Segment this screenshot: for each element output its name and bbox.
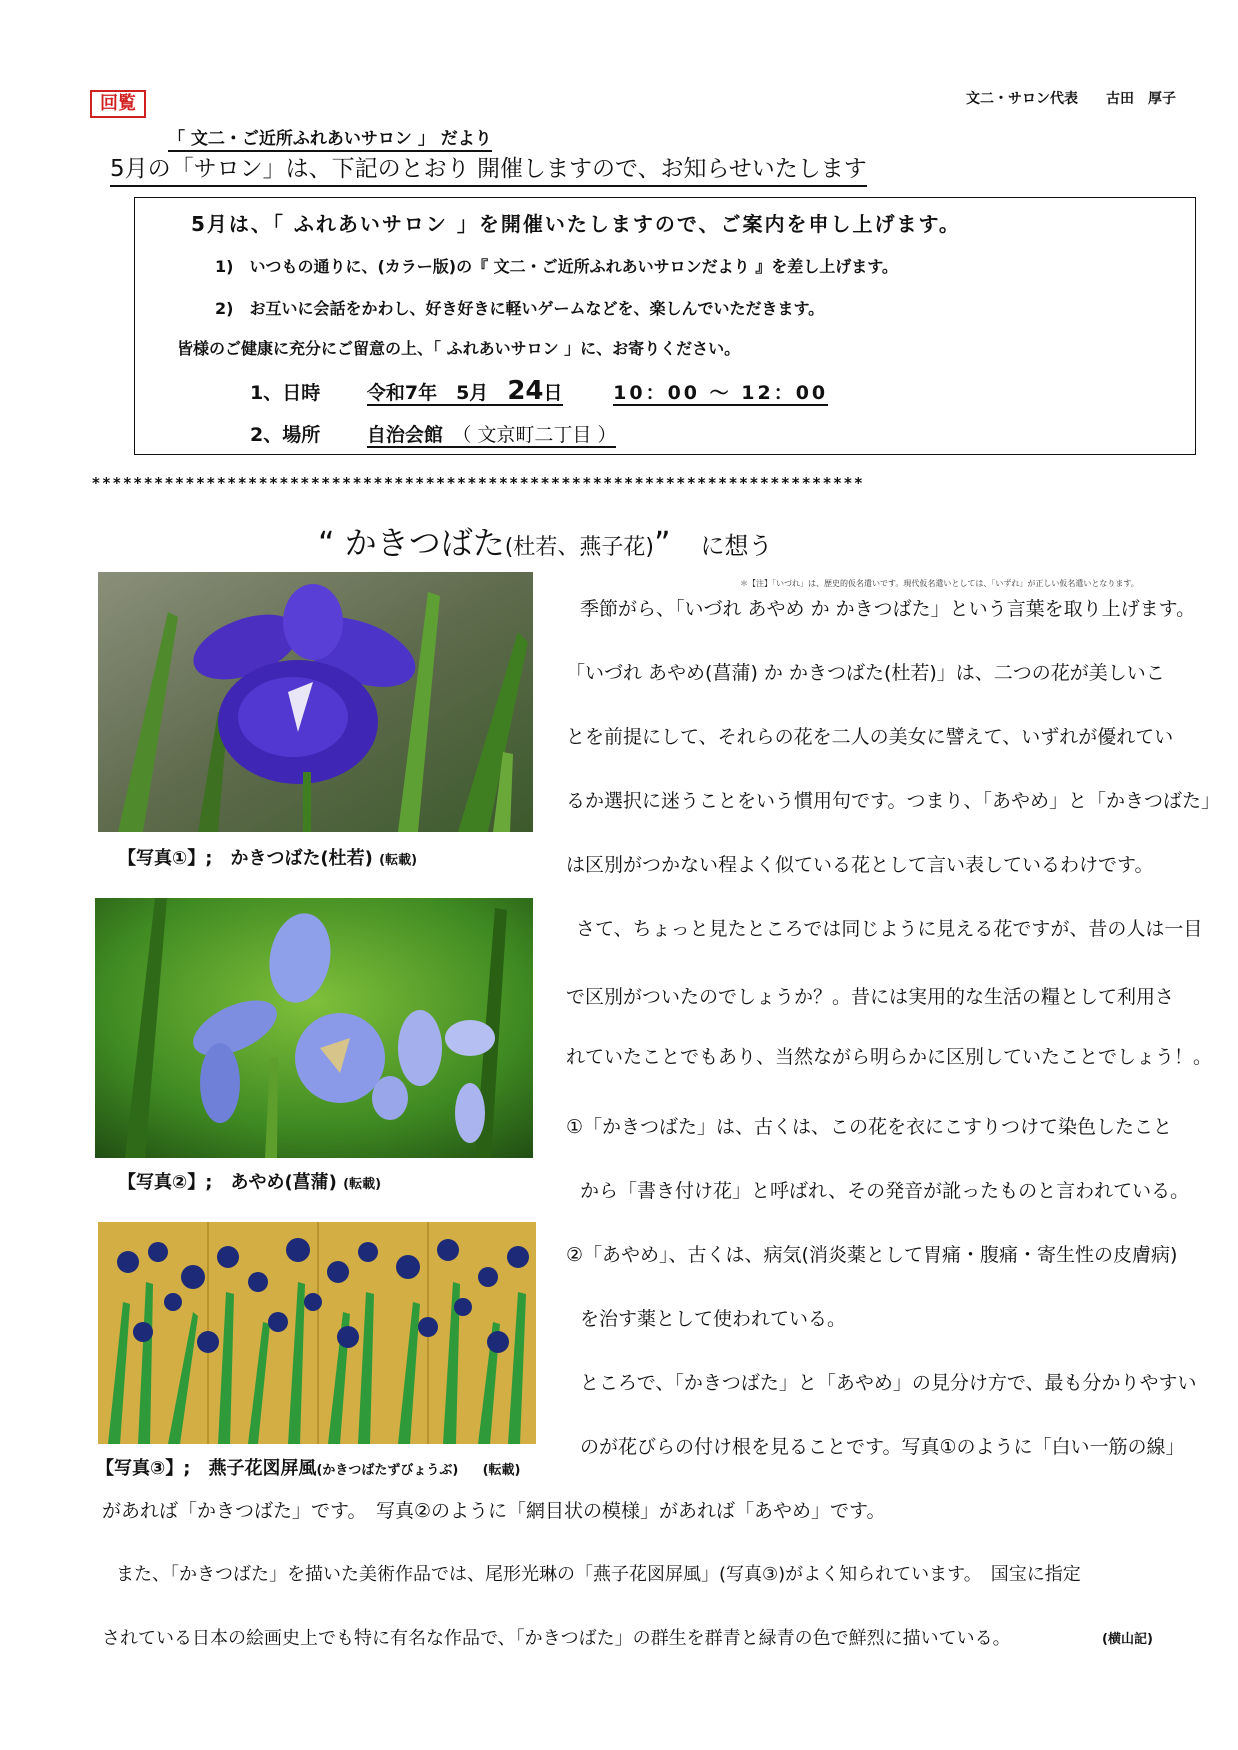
article-line-2: 「いづれ あやめ(菖蒲) か かきつばた(杜若)」は、二つの花が美しいこ — [566, 662, 1165, 684]
caption-photo-3: 【写真③】; 燕子花図屏風(かきつばたずびょうぶ) (転載) — [96, 1458, 521, 1479]
place-row — [250, 420, 616, 447]
article-line-9: ①「かきつばた」は、古くは、この花を衣にこすりつけて染色したこと — [566, 1116, 1173, 1138]
place-value: 自治会館 （ 文京町二丁目 ） — [366, 424, 617, 446]
article-line-1: 季節がら、「いづれ あやめ か かきつばた」という言葉を取り上げます。 — [580, 598, 1196, 620]
box-item-1: 1) いつもの通りに、(カラー版)の『 文二・ご近所ふれあいサロンだより 』を差し上げます。 — [215, 257, 898, 276]
article-title: “ かきつばた(杜若、燕子花)” に想う — [318, 524, 773, 562]
box-item-2: 2) お互いに会話をかわし、好き好きに軽いゲームなどを、楽しんでいただきます。 — [215, 299, 825, 318]
article-line-5: は区別がつかない程よく似ている花として言い表しているわけです。 — [566, 854, 1154, 876]
date-label: 1、日時 — [250, 382, 321, 404]
headline: 5月の「サロン」は、下記のとおり 開催しますので、お知らせいたします — [110, 150, 867, 187]
article-line-8: れていたことでもあり、当然ながら明らかに区別していたことでしょう！。 — [566, 1046, 1213, 1068]
date-value: 令和7年 5月 24日 — [366, 376, 563, 406]
place-label: 2、場所 — [250, 424, 321, 446]
article-line-14: のが花びらの付け根を見ることです。写真①のように「白い一筋の線」 — [580, 1436, 1185, 1458]
article-line-4: るか選択に迷うことをいう慣用句です。つまり、「あやめ」と「かきつばた」 — [566, 790, 1220, 812]
article-line-12: を治す薬として使われている。 — [580, 1308, 847, 1330]
article-line-17: されている日本の絵画史上でも特に有名な作品で、「かきつばた」の群生を群青と緑青の色で鮮烈に描いている。 — [102, 1628, 1011, 1649]
newsletter-name: 「 文二・ご近所ふれあいサロン 」 だより — [168, 124, 492, 152]
article-line-3: とを前提にして、それらの花を二人の美女に譬えて、いずれが優れてい — [566, 726, 1174, 748]
date-row — [250, 376, 828, 406]
circulation-stamp: 回覧 — [90, 90, 146, 118]
article-line-13: ところで、「かきつばた」と「あやめ」の見分け方で、最も分かりやすい — [580, 1372, 1197, 1394]
photo-kakitsubata — [98, 572, 533, 832]
article-line-15: があれば「かきつばた」です。 写真②のように「網目状の模様」があれば「あやめ」です。 — [102, 1500, 886, 1522]
footnote: ＊【注】「いづれ」は、歴史的仮名遣いです。現代仮名遣いとしては、「いずれ」が正しい仮名遣いとなります。 — [740, 579, 1139, 588]
article-line-7: で区別がついたのでしょうか？。昔には実用的な生活の糧として利用さ — [566, 986, 1175, 1008]
article-line-11: ②「あやめ」、古くは、病気(消炎薬として胃痛・腹痛・寄生性の皮膚病) — [566, 1244, 1178, 1266]
article-line-16: また、「かきつばた」を描いた美術作品では、尾形光琳の「燕子花図屏風」(写真③)がよく知られています。 国宝に指定 — [116, 1564, 1081, 1585]
box-intro: 5月は、「 ふれあいサロン 」を開催いたしますので、ご案内を申し上げます。 — [191, 212, 961, 236]
caption-photo-2: 【写真②】; あやめ(菖蒲) (転載) — [118, 1172, 382, 1193]
announcement-box — [134, 197, 1196, 455]
photo-byobu — [98, 1222, 536, 1444]
time-value: 10：00 ～ 12：00 — [613, 382, 829, 404]
star-divider: ************************************************************************** — [92, 474, 865, 492]
photo-ayame — [95, 898, 533, 1158]
box-closing: 皆様のご健康に充分にご留意の上、「 ふれあいサロン 」に、お寄りください。 — [177, 339, 741, 358]
article-line-10: から「書き付け花」と呼ばれ、その発音が訛ったものと言われている。 — [580, 1180, 1190, 1202]
author-signature: (横山記) — [1102, 1632, 1153, 1647]
article-line-6: さて、ちょっと見たところでは同じように見える花ですが、昔の人は一目 — [576, 918, 1203, 940]
representative-name: 文二・サロン代表 古田 厚子 — [966, 91, 1176, 107]
caption-photo-1: 【写真①】; かきつばた(杜若) (転載) — [118, 848, 418, 869]
